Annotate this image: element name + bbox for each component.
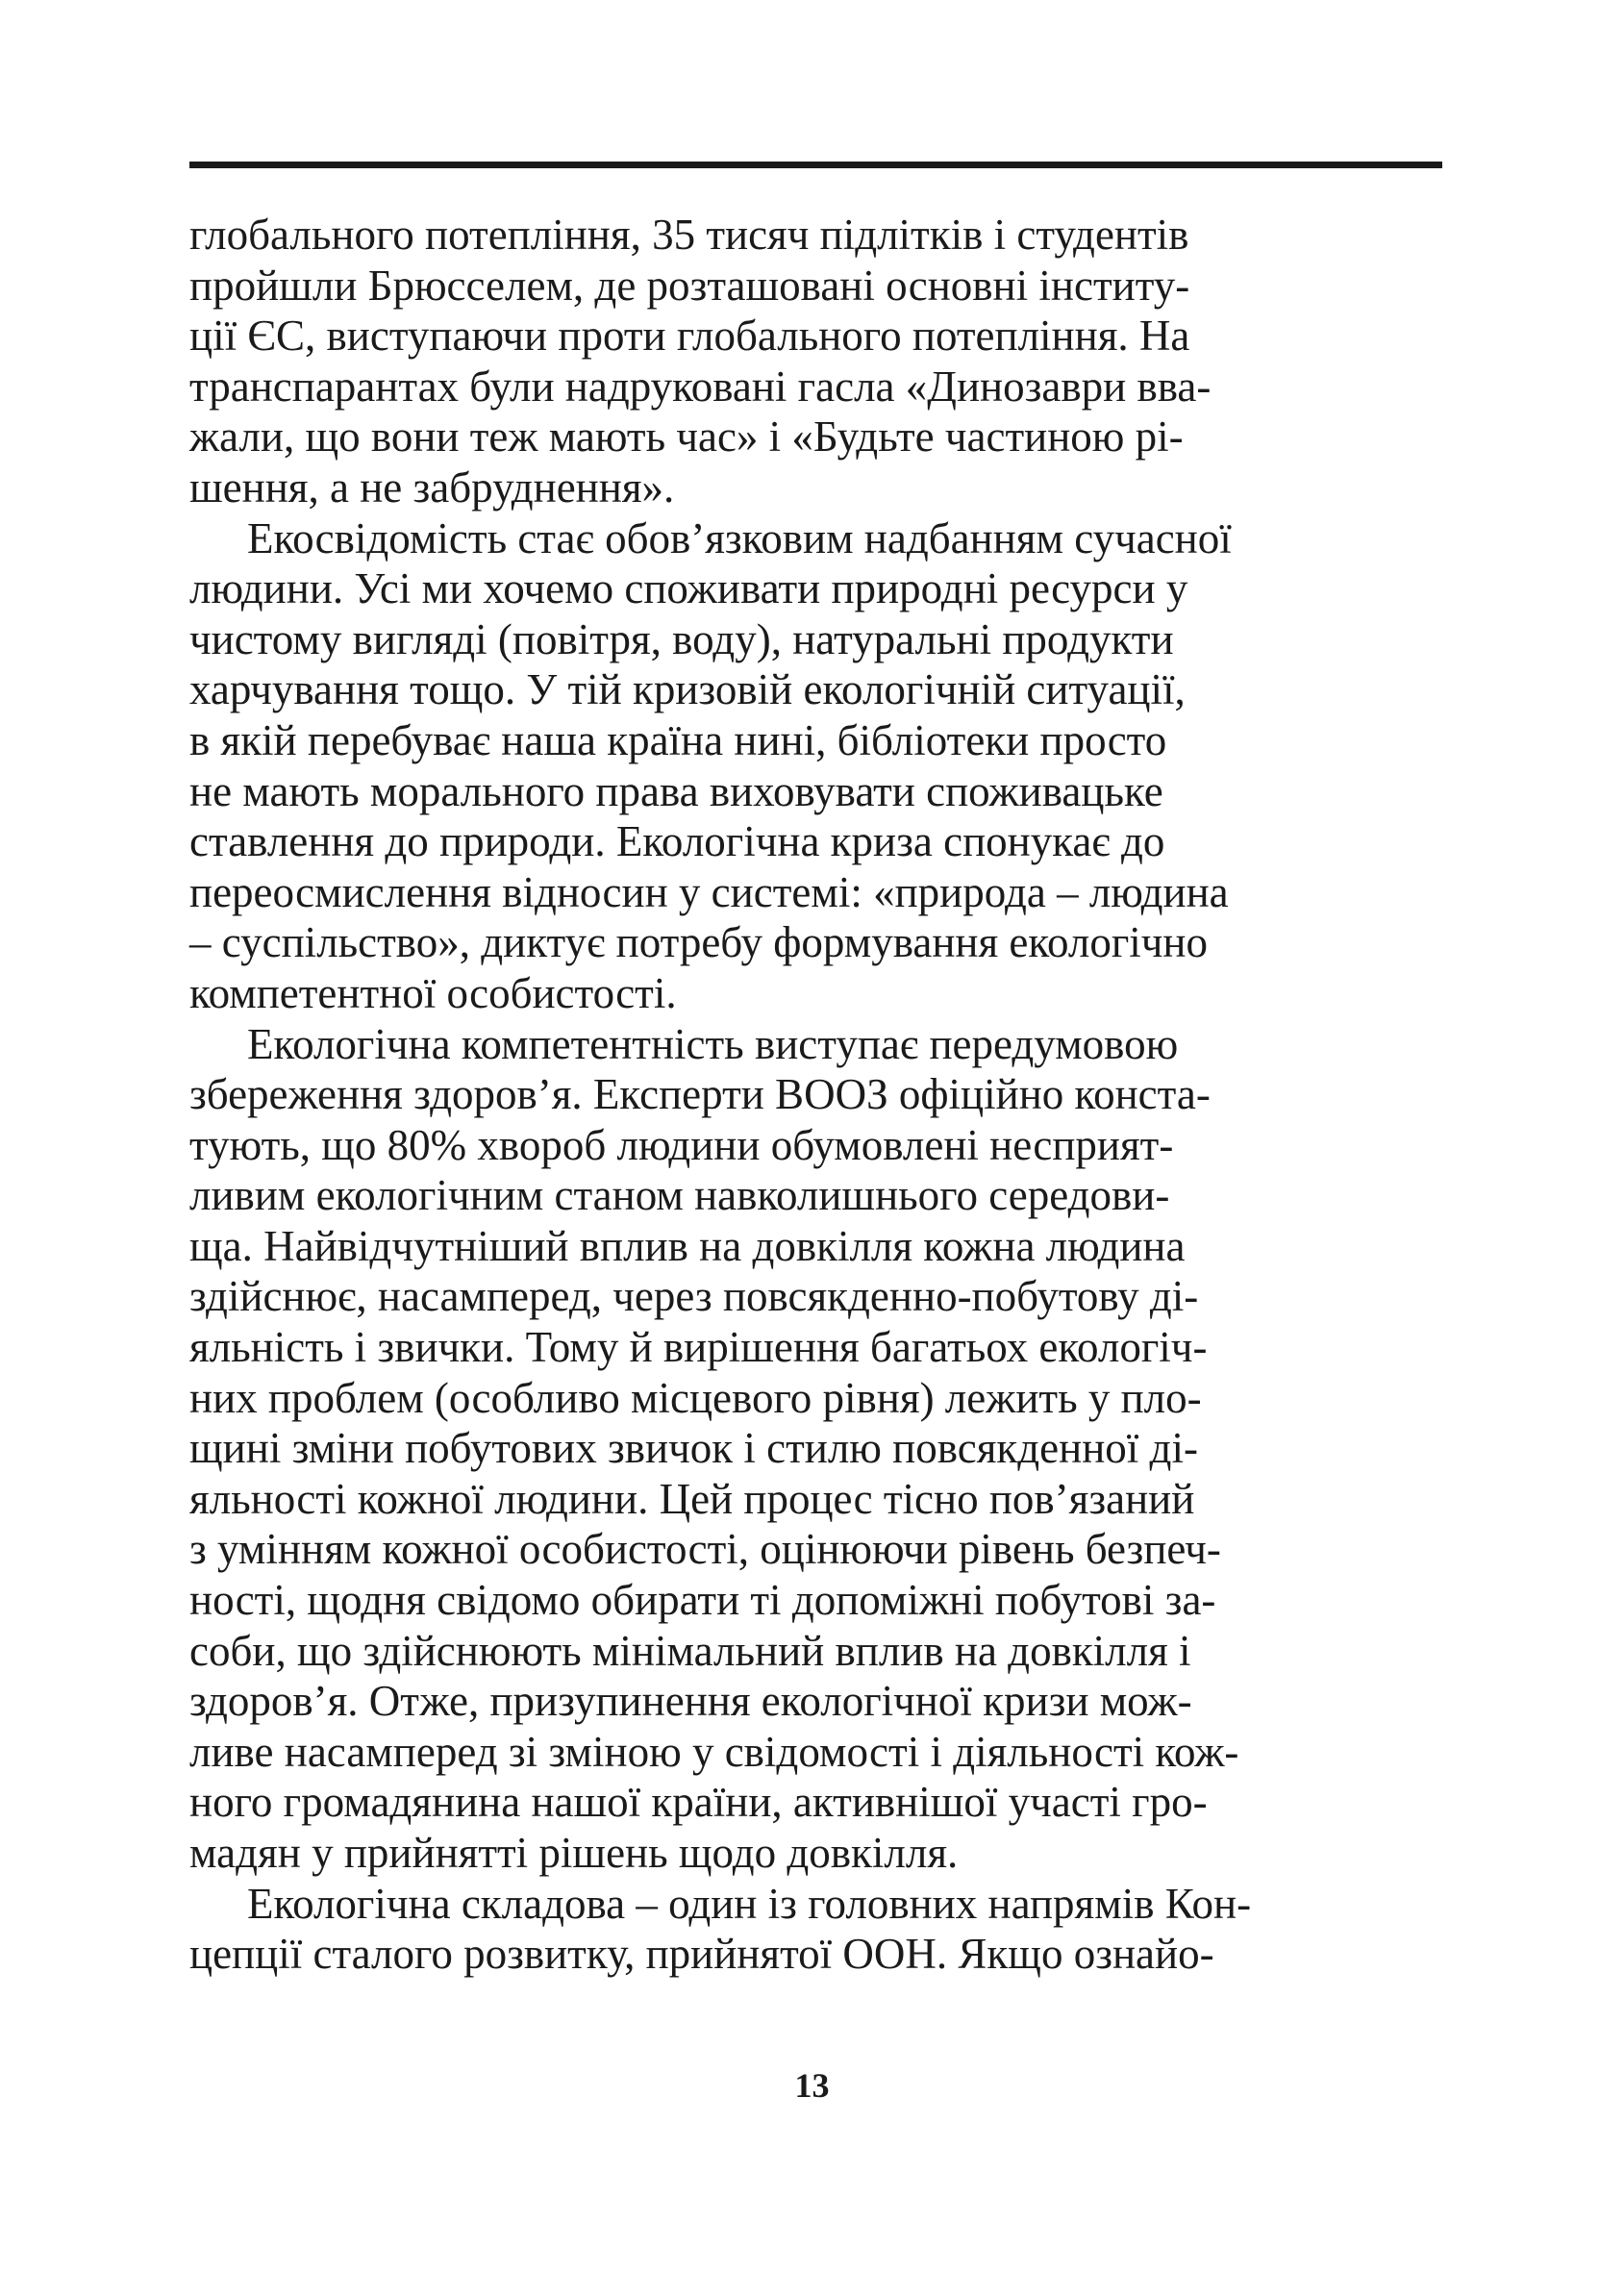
text-line: здійснює, насамперед, через повсякденно-побутову ді- — [189, 1272, 1199, 1321]
text-line: ливим екологічним станом навколишнього середови- — [189, 1171, 1170, 1220]
text-line: жали, що вони теж мають час» і «Будьте частиною рі- — [189, 412, 1184, 462]
text-line: – суспільство», диктує потребу формування екологічно — [189, 918, 1209, 967]
text-line: соби, що здійснюють мінімальний вплив на довкілля і — [189, 1626, 1191, 1675]
text-line: харчування тощо. У тій кризовій екологічній ситуації, — [189, 665, 1186, 714]
text-line: людини. Усі ми хочемо споживати природні ресурси у — [189, 564, 1188, 613]
text-line: шення, а не забруднення». — [189, 462, 675, 512]
text-line: компетентної особистості. — [189, 968, 677, 1017]
text-line: збереження здоров’я. Експерти ВООЗ офіційно конста- — [189, 1070, 1211, 1119]
text-line: пройшли Брюсселем, де розташовані основні інститу- — [189, 261, 1190, 310]
text-line: ності, щодня свідомо обирати ті допоміжні побутові за- — [189, 1576, 1216, 1625]
text-line: Екосвідомість стає обов’язковим надбанням сучасної — [247, 513, 1232, 562]
text-line: тують, що 80% хвороб людини обумовлені несприят- — [189, 1120, 1174, 1169]
text-line: глобального потепління, 35 тисяч підлітків і студентів — [189, 211, 1189, 259]
text-line: не мають морального права виховувати споживацьке — [189, 766, 1163, 815]
text-line: яльність і звички. Тому й вирішення багатьох екологіч- — [189, 1323, 1208, 1372]
text-line: здоров’я. Отже, призупинення екологічної кризи мож- — [189, 1677, 1192, 1726]
text-line: яльності кожної людини. Цей процес тісно пов’язаний — [189, 1474, 1195, 1523]
text-line: ного громадянина нашої країни, активнішої участі гро- — [189, 1778, 1208, 1827]
text-line: ставлення до природи. Екологічна криза спонукає до — [189, 817, 1165, 866]
text-line: транспарантах були надруковані гасла «Динозаври вва- — [189, 362, 1212, 411]
text-line: з умінням кожної особистості, оцінюючи рівень безпеч- — [189, 1525, 1221, 1574]
body-text — [189, 210, 1442, 1980]
text-line: ща. Найвідчутніший вплив на довкілля кожна людина — [189, 1221, 1186, 1270]
text-line: них проблем (особливо місцевого рівня) лежить у пло- — [189, 1373, 1202, 1422]
text-line: ливе насамперед зі зміною у свідомості і діяльності кож- — [189, 1727, 1239, 1776]
page-number: 13 — [794, 2066, 830, 2105]
text-line: Екологічна компетентність виступає передумовою — [247, 1019, 1179, 1068]
text-line: щині зміни побутових звичок і стилю повсякденної ді- — [189, 1424, 1198, 1473]
text-line: Екологічна складова – один із головних напрямів Кон- — [247, 1879, 1252, 1928]
text-line: мадян у прийнятті рішень щодо довкілля. — [189, 1829, 959, 1877]
text-line: ції ЄС, виступаючи проти глобального потепління. На — [189, 312, 1190, 361]
text-line: в якій перебуває наша країна нині, бібліотеки просто — [189, 715, 1167, 764]
header-rule — [189, 162, 1442, 168]
text-line: цепції сталого розвитку, прийнятої ООН. Якщо ознайо- — [189, 1930, 1214, 1979]
text-line: чистому вигляді (повітря, воду), натуральні продукти — [189, 614, 1174, 663]
text-line: переосмислення відносин у системі: «природа – людина — [189, 867, 1229, 916]
